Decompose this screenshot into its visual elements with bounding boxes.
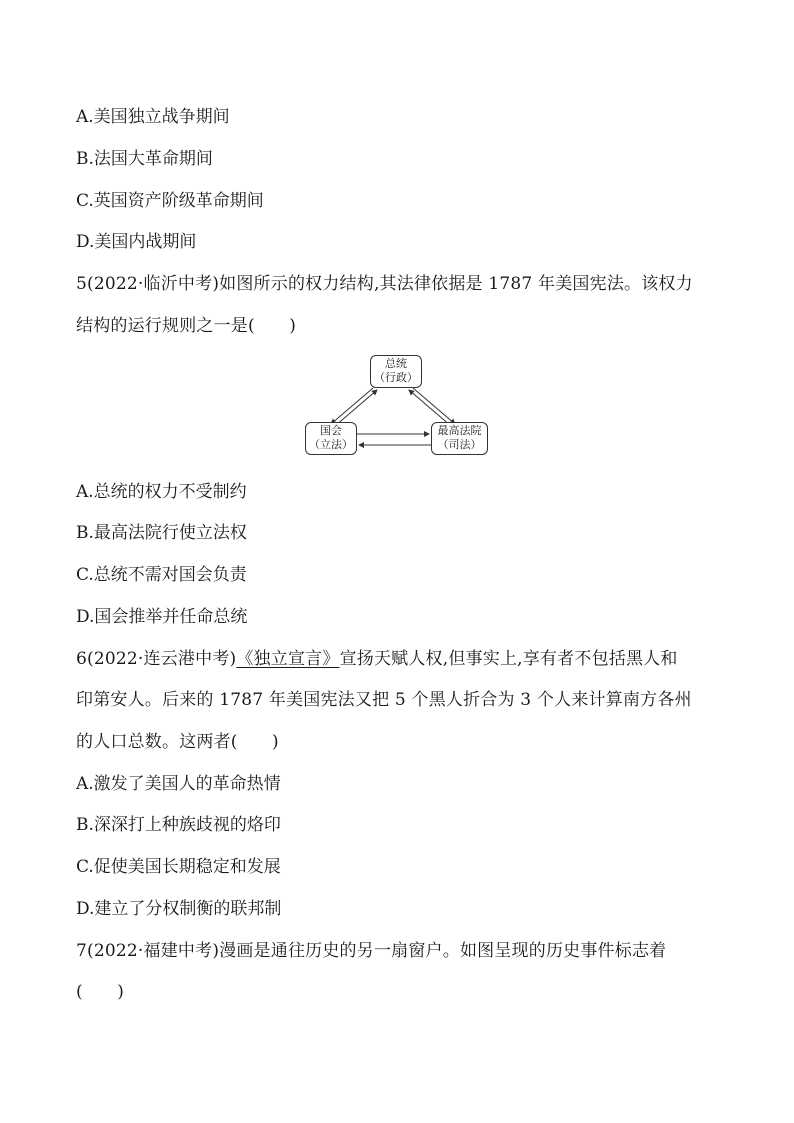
q7-stem-line1: 7(2022·福建中考)漫画是通往历史的另一扇窗户。如图呈现的历史事件标志着	[76, 941, 667, 961]
q5-option-b: B.最高法院行使立法权	[76, 523, 247, 543]
q5-option-d: D.国会推举并任命总统	[76, 607, 248, 627]
q7-stem-line2: ( )	[76, 982, 125, 1002]
president-label: 总统	[385, 357, 407, 370]
congress-box	[305, 422, 357, 455]
q4-option-a: A.美国独立战争期间	[76, 107, 230, 127]
q6-book-title: 《独立宣言》	[236, 649, 340, 669]
q6-option-c: C.促使美国长期稳定和发展	[76, 857, 281, 877]
q6-stem-line1	[76, 648, 678, 670]
congress-label: 国会	[320, 424, 342, 437]
president-role: （行政）	[374, 371, 418, 384]
q5-option-a: A.总统的权力不受制约	[76, 482, 247, 502]
q5-option-c: C.总统不需对国会负责	[76, 565, 247, 585]
q6-stem-line3: 的人口总数。这两者( )	[76, 732, 279, 752]
court-role: （司法）	[437, 438, 482, 451]
q6-option-d: D.建立了分权制衡的联邦制	[76, 899, 282, 919]
president-box	[370, 355, 422, 388]
q5-stem-line1: 5(2022·临沂中考)如图所示的权力结构,其法律依据是 1787 年美国宪法。该权力	[76, 274, 693, 294]
power-structure-diagram	[303, 354, 489, 456]
q6-stem-line2: 印第安人。后来的 1787 年美国宪法又把 5 个黑人折合为 3 个人来计算南方各州	[76, 690, 692, 710]
q5-stem-line2: 结构的运行规则之一是( )	[76, 316, 297, 336]
q4-option-d: D.美国内战期间	[76, 232, 197, 252]
q4-option-c: C.英国资产阶级革命期间	[76, 191, 264, 211]
court-label: 最高法院	[437, 424, 482, 437]
q6-source: 6(2022·连云港中考)	[76, 649, 237, 669]
court-box	[431, 422, 488, 455]
q4-option-b: B.法国大革命期间	[76, 149, 213, 169]
q6-stem-text: 宣扬天赋人权,但事实上,享有者不包括黑人和	[339, 649, 678, 669]
congress-role: （立法）	[309, 438, 353, 451]
q6-option-a: A.激发了美国人的革命热情	[76, 774, 281, 794]
q6-option-b: B.深深打上种族歧视的烙印	[76, 815, 281, 835]
